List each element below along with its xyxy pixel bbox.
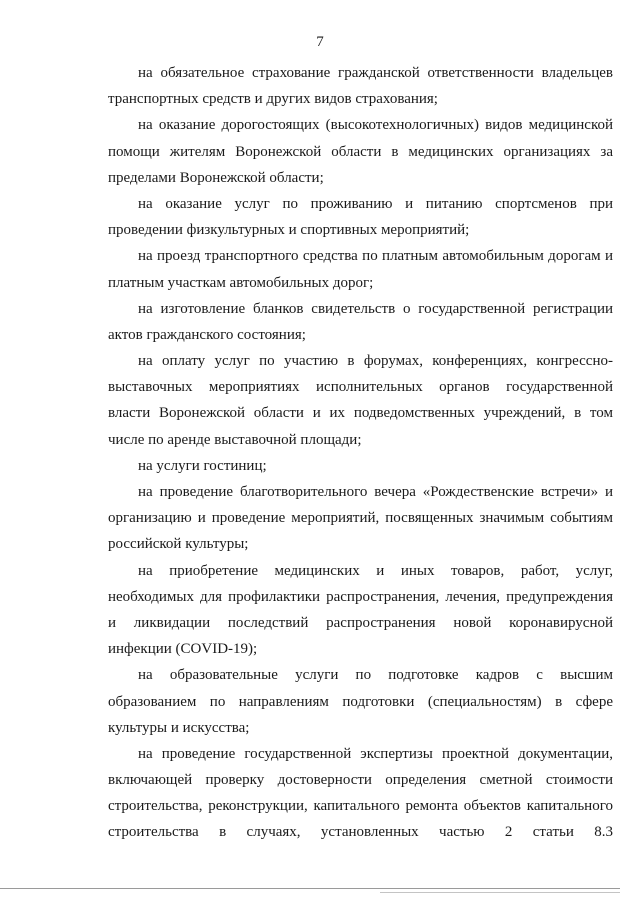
text-line: на оказание услуг по проживанию и питанию спортсменов при	[138, 195, 613, 212]
text-line: числе по аренде выставочной площади;	[108, 431, 362, 448]
text-line: на услуги гостиниц;	[138, 457, 267, 474]
text-line: на проезд транспортного средства по платным автомобильным дорогам и	[138, 248, 613, 265]
text-line: необходимых для профилактики распространения, лечения, предупреждения	[108, 588, 613, 605]
text-line: на изготовление бланков свидетельств о государственной регистрации	[138, 300, 613, 317]
text-line: платным участкам автомобильных дорог;	[108, 274, 374, 291]
text-line: инфекции (COVID-19);	[108, 641, 258, 658]
text-line: проведении физкультурных и спортивных мероприятий;	[108, 222, 470, 239]
text-line: культуры и искусства;	[108, 719, 250, 736]
text-line: пределами Воронежской области;	[108, 169, 324, 186]
text-line: на проведение благотворительного вечера «Рождественские встречи» и	[138, 484, 613, 500]
paragraph	[108, 558, 613, 663]
paragraph	[108, 60, 613, 112]
paragraph	[108, 479, 613, 558]
text-line: на обязательное страхование гражданской ответственности владельцев	[138, 65, 613, 81]
document-body	[108, 60, 613, 846]
text-line: включающей проверку достоверности определения сметной стоимости	[108, 772, 613, 789]
text-line: российской культуры;	[108, 536, 249, 553]
paragraph	[108, 243, 613, 295]
text-line: выставочных мероприятиях исполнительных органов государственной	[108, 379, 613, 396]
text-line: помощи жителям Воронежской области в медицинских организациях за	[108, 143, 613, 160]
text-line: строительства, реконструкции, капитального ремонта объектов капитального	[108, 798, 613, 815]
paragraph	[108, 741, 613, 846]
page-number: 7	[316, 34, 324, 50]
text-line: на образовательные услуги по подготовке кадров с высшим	[138, 667, 613, 684]
text-line: и ликвидации последствий распространения новой коронавирусной	[108, 614, 613, 631]
text-line: транспортных средств и других видов страхования;	[108, 91, 438, 108]
paragraph	[108, 453, 613, 479]
text-line: образованием по направлениям подготовки (специальностям) в сфере	[108, 693, 613, 710]
text-line: организацию и проведение мероприятий, посвященных значимым событиям	[108, 510, 613, 527]
paragraph	[108, 112, 613, 191]
text-line: строительства в случаях, установленных частью 2 статьи 8.3	[108, 824, 613, 841]
text-line: власти Воронежской области и их подведомственных учреждений, в том	[108, 405, 613, 422]
paragraph	[108, 191, 613, 243]
text-line: актов гражданского состояния;	[108, 326, 306, 343]
paragraph	[108, 348, 613, 453]
text-line: на оплату услуг по участию в форумах, конференциях, конгрессно-	[138, 353, 613, 370]
text-line: на приобретение медицинских и иных товаров, работ, услуг,	[138, 562, 613, 579]
text-line: на оказание дорогостоящих (высокотехнологичных) видов медицинской	[138, 117, 613, 134]
scan-edge-line-secondary	[380, 892, 620, 893]
paragraph	[108, 662, 613, 741]
scan-edge-line	[0, 888, 620, 889]
text-line: на проведение государственной экспертизы проектной документации,	[138, 745, 613, 762]
paragraph	[108, 296, 613, 348]
